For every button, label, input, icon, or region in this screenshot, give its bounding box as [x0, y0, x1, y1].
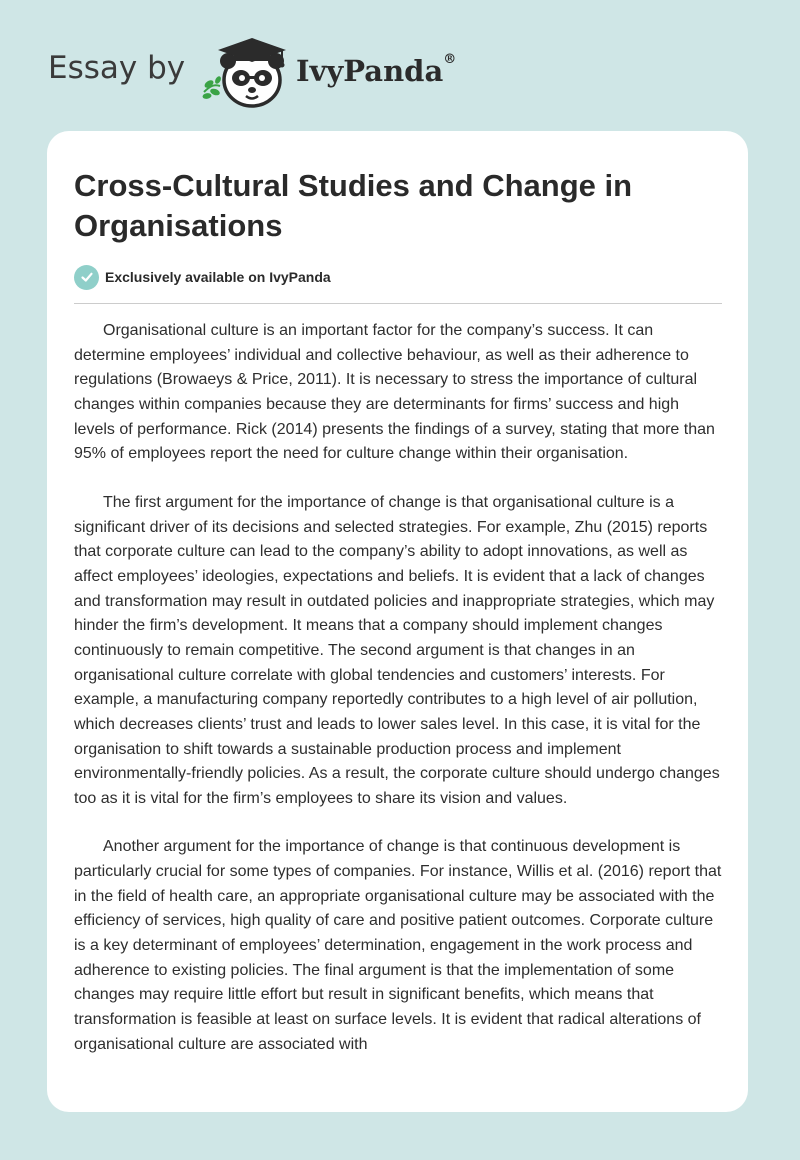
leaf-icon: [202, 75, 222, 99]
exclusive-badge-label: Exclusively available on IvyPanda: [105, 269, 331, 285]
paragraph: Another argument for the importance of change is that continuous development is particularly crucial for some types of companies. For instance, Willis et al. (2016) report that in the field of health care, an appropriate organisational culture may be associated with the efficiency of services, high quality of care and positive patient outcomes. Corporate culture is a key determinant of employees’ determination, engagement in the work process and adherence to existing policies. The final argument is that the implementation of some changes may require little effort but result in significant benefits, which means that transformation is feasible at least on surface levels. It is evident that radical alterations of organisational culture are associated with: [74, 838, 722, 1053]
brand-name: IvyPanda: [296, 54, 444, 88]
page-title: Cross-Cultural Studies and Change in Organisations: [74, 168, 633, 243]
panda-graduate-icon[interactable]: [200, 34, 294, 110]
essay-body: [74, 319, 724, 1081]
site-header: [0, 0, 800, 130]
essay-card: [47, 131, 748, 1112]
essay-by-label: Essay by: [48, 50, 186, 86]
check-circle-icon: [74, 265, 99, 290]
paragraph: The first argument for the importance of change is that organisational culture is a significant driver of its decisions and selected strategies. For example, Zhu (2015) reports that corporate culture can lead to the company’s ability to adopt innovations, as well as affect employees’ ideologies, expectations and beliefs. It is evident that a lack of changes and transformation may result in outdated policies and inappropriate strategies, which may hinder the firm’s development. It means that a company should implement changes continuously to remain competitive. The second argument is that changes in an organisational culture correlate with global tendencies and customers’ interests. For example, a manufacturing company reportedly contributes to a high level of air pollution, which decreases clients’ trust and leads to lower sales level. In this case, it is vital for the organisation to shift towards a sustainable production process and implement environmentally-friendly policies. As a result, the corporate culture should undergo changes too as it is vital for the firm’s employees to share its vision and values.: [74, 493, 720, 807]
divider: [74, 303, 722, 304]
paragraph: Organisational culture is an important factor for the company’s success. It can determine employees’ individual and collective behaviour, as well as their adherence to regulations (Browaeys & Price, 2011). It is necessary to stress the importance of cultural changes within companies because they are determinants for firms’ success and high levels of performance. Rick (2014) presents the findings of a survey, stating that more than 95% of employees report the need for culture change within their organisation.: [74, 322, 715, 463]
brand-logo-text[interactable]: [296, 54, 456, 88]
exclusive-badge: [74, 264, 331, 290]
registered-mark: ®: [443, 52, 457, 67]
